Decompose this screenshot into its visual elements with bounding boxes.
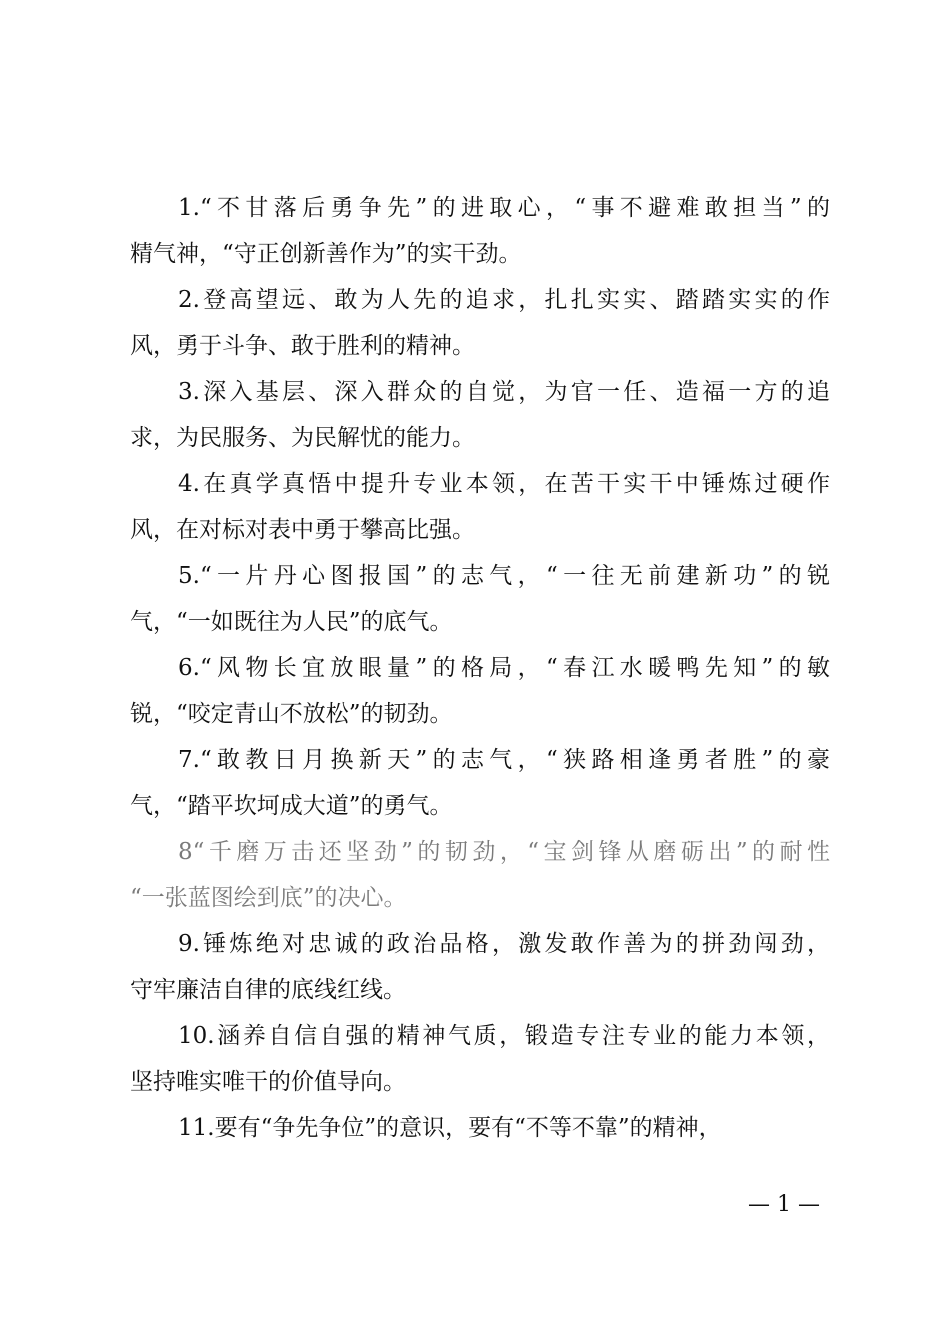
paragraph-2	[130, 277, 830, 369]
paragraph-line: 守牢廉洁自律的底线红线。	[130, 977, 406, 1003]
paragraph-line: 5.“一片丹心图报国”的志气，“一往无前建新功”的锐	[178, 563, 830, 589]
paragraph-line: 7.“敢教日月换新天”的志气，“狭路相逢勇者胜”的豪	[178, 747, 830, 773]
paragraph-6	[130, 645, 830, 737]
paragraph-line: 9.锤炼绝对忠诚的政治品格，激发敢作善为的拼劲闯劲，	[178, 931, 830, 957]
paragraph-9	[130, 921, 830, 1013]
paragraph-line: 1.“不甘落后勇争先”的进取心，“事不避难敢担当”的	[178, 195, 830, 221]
paragraph-line: 风，在对标对表中勇于攀高比强。	[130, 517, 475, 543]
paragraph-line: 坚持唯实唯干的价值导向。	[130, 1069, 406, 1095]
paragraph-line: 气，“一如既往为人民”的底气。	[130, 609, 453, 635]
paragraph-line: 11.要有“争先争位”的意识，要有“不等不靠”的精神，	[178, 1115, 722, 1141]
paragraph-line: 10.涵养自信自强的精神气质，锻造专注专业的能力本领，	[178, 1023, 830, 1049]
paragraph-line: 气，“踏平坎坷成大道”的勇气。	[130, 793, 453, 819]
paragraph-line: 精气神，“守正创新善作为”的实干劲。	[130, 241, 522, 267]
paragraph-1	[130, 185, 830, 277]
paragraph-10	[130, 1013, 830, 1105]
paragraph-line: 风，勇于斗争、敢于胜利的精神。	[130, 333, 475, 359]
paragraph-8	[130, 829, 830, 921]
paragraph-7	[130, 737, 830, 829]
paragraph-line: 求，为民服务、为民解忧的能力。	[130, 425, 475, 451]
paragraph-3	[130, 369, 830, 461]
paragraph-line: 2.登高望远、敢为人先的追求，扎扎实实、踏踏实实的作	[178, 287, 830, 313]
paragraph-line: “一张蓝图绘到底”的决心。	[130, 885, 407, 911]
paragraph-11	[130, 1105, 830, 1151]
paragraph-line: 4.在真学真悟中提升专业本领，在苦干实干中锤炼过硬作	[178, 471, 830, 497]
paragraph-line: 3.深入基层、深入群众的自觉，为官一任、造福一方的追	[178, 379, 830, 405]
page-number: — 1 —	[748, 1192, 820, 1217]
document-body	[130, 185, 830, 1151]
paragraph-line: 8“千磨万击还坚劲”的韧劲，“宝剑锋从磨砺出”的耐性	[178, 839, 830, 865]
paragraph-line: 6.“风物长宜放眼量”的格局，“春江水暖鸭先知”的敏	[178, 655, 830, 681]
paragraph-4	[130, 461, 830, 553]
paragraph-line: 锐，“咬定青山不放松”的韧劲。	[130, 701, 453, 727]
paragraph-5	[130, 553, 830, 645]
